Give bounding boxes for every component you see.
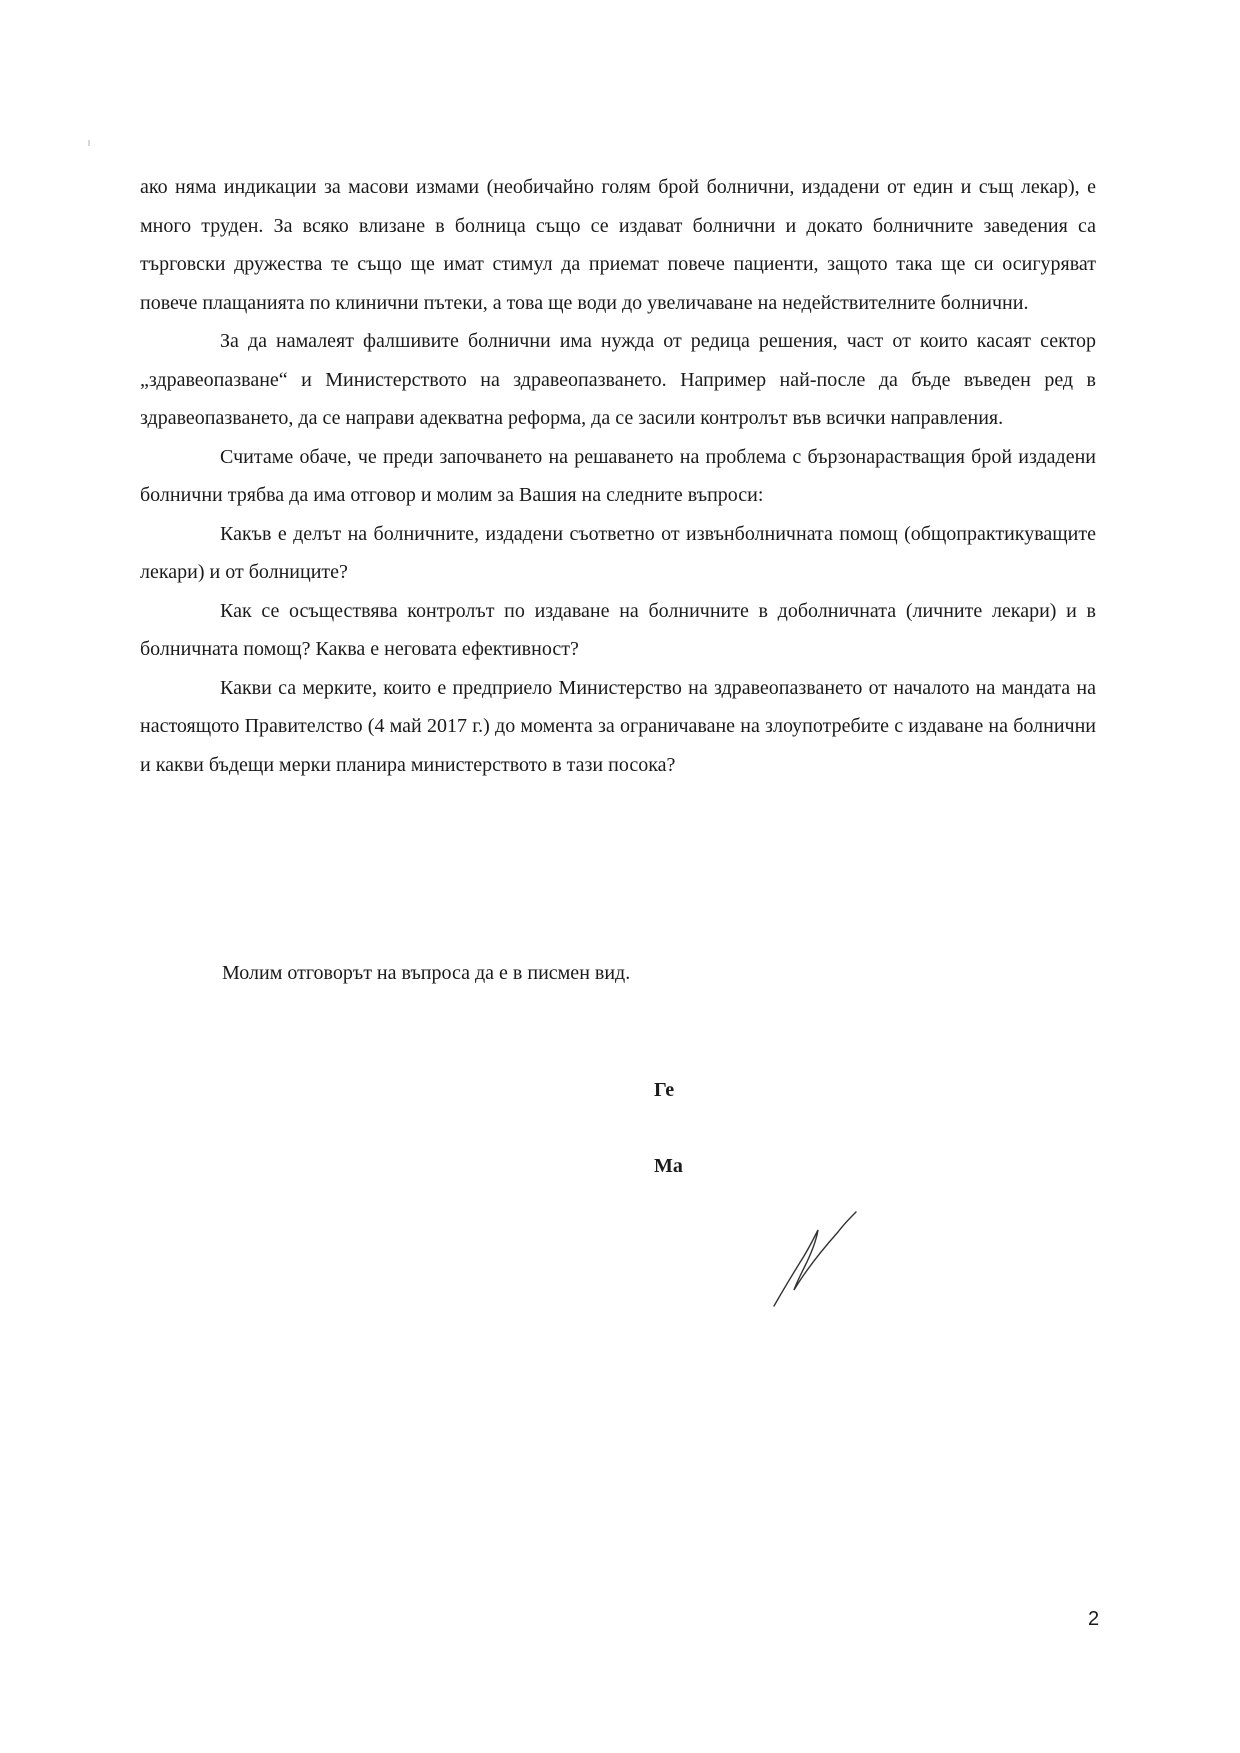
letter-body	[140, 168, 1096, 784]
signer-name-1: Ге	[654, 1079, 675, 1101]
question-1: Какъв е делът на болничните, издадени съответно от извънболничната помощ (общопрактикуващите лекари) и от болниците?	[140, 522, 1096, 583]
paragraph-questions-intro: Считаме обаче, че преди започването на решаването на проблема с бързонарастващия брой издадени болнични трябва да има отговор и молим за Вашия на следните въпроси:	[140, 445, 1096, 506]
paragraph-continuation: ако няма индикации за масови измами (необичайно голям брой болнични, издадени от един и същ лекар), е много труден. За всяко влизане в болница също се издават болнични и докато болничните заведения са търговски дружества те също ще имат стимул да приемат повече пациенти, защото така ще си осигуряват повече плащанията по клинични пътеки, а това ще води до увеличаване на недействителните болнични.	[140, 176, 1096, 314]
handwritten-signature	[760, 1206, 880, 1316]
closing-line: Молим отговорът на въпроса да е в писмен вид.	[222, 962, 631, 984]
question-3: Какви са мерките, които е предприело Министерство на здравеопазването от началото на мандата на настоящото Правителство (4 май 2017 г.) до момента за ограничаване на злоупотребите с издаване на болнични и какви бъдещи мерки планира министерството в тази посока?	[140, 676, 1096, 776]
signer-name-2: Ма	[654, 1155, 683, 1177]
scan-artifact	[88, 140, 90, 146]
page-number: 2	[1088, 1608, 1100, 1630]
question-2: Как се осъществява контролът по издаване на болничните в доболничната (личните лекари) и в болничната помощ? Каква е неговата ефективност?	[140, 599, 1096, 660]
paragraph-false-sick-leave: За да намалеят фалшивите болнични има нужда от редица решения, част от които касаят сектор „здравеопазване“ и Министерството на здравеопазването. Например най-после да бъде въведен ред в здравеопазването, да се направи адекватна реформа, да се засили контролът във всички направления.	[140, 330, 1096, 429]
